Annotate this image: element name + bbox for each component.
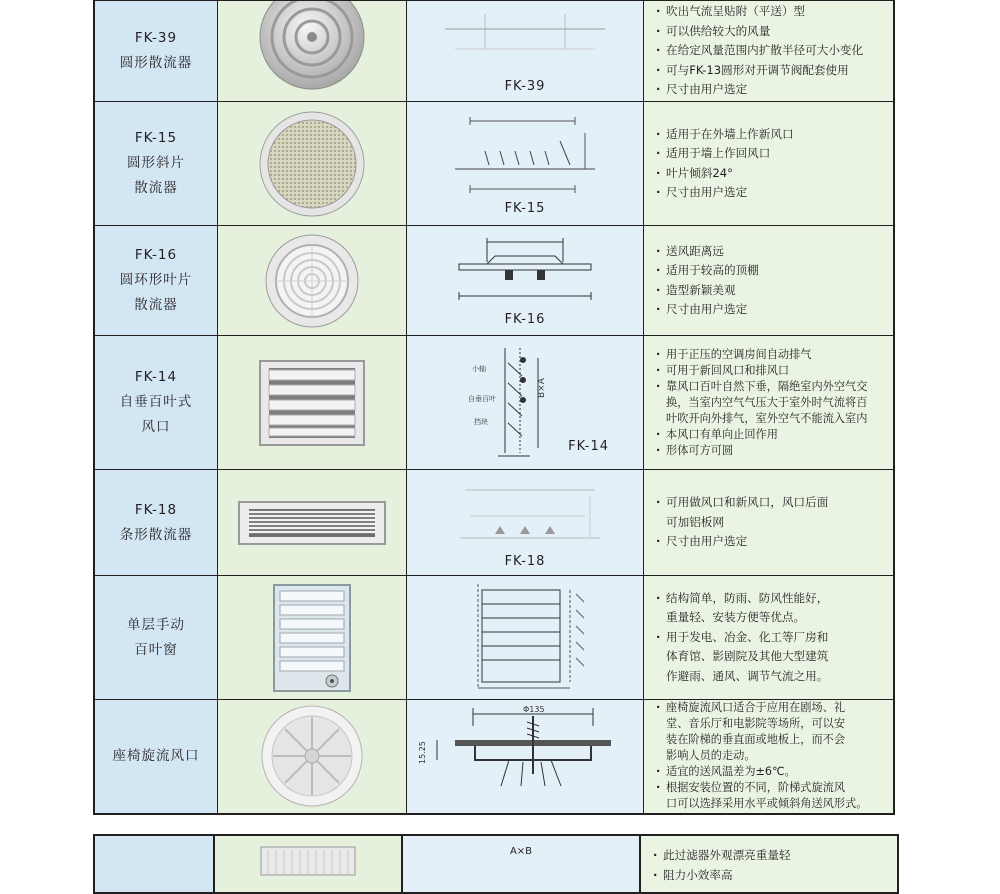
feature-item: · 尺寸由用户选定 bbox=[656, 532, 889, 552]
feature-item: · 尺寸由用户选定 bbox=[656, 80, 889, 100]
feature-item: · 可与FK-13圆形对开调节阀配套使用 bbox=[656, 61, 889, 81]
feature-list bbox=[650, 125, 893, 203]
feature-item bbox=[656, 379, 889, 427]
feature-item: · 可用于新回风口和排风口 bbox=[656, 363, 889, 379]
feature-text-cont: 叶吹开向外排气，室外空气不能流入室内 bbox=[666, 411, 868, 425]
table-row bbox=[94, 1, 894, 102]
feature-item: · 适宜的送风温差为±6℃。 bbox=[656, 764, 889, 780]
feature-text-cont: 重量轻、安装方便等优点。 bbox=[666, 610, 806, 625]
feature-item bbox=[656, 589, 889, 628]
height-note: 15.25 bbox=[418, 741, 427, 765]
feature-text-cont: 可加铝板网 bbox=[666, 514, 724, 529]
product-name: 圆形散流器 bbox=[119, 55, 193, 71]
feature-item: · 适用于在外墙上作新风口 bbox=[656, 125, 889, 145]
product-photo-cell bbox=[218, 700, 407, 814]
feature-text: · 结构简单，防雨、防风性能好， bbox=[666, 590, 829, 605]
product-name: 风口 bbox=[141, 419, 171, 435]
filter-photo bbox=[260, 846, 356, 876]
shutter-drawing bbox=[440, 582, 610, 694]
fk15-drawing bbox=[445, 111, 605, 201]
feature-item bbox=[656, 628, 889, 687]
feature-text: · 用于发电、冶金、化工等厂房和 bbox=[666, 629, 829, 644]
drawing-cell bbox=[407, 470, 644, 576]
diameter-note: Φ135 bbox=[523, 705, 545, 715]
product-name-cell bbox=[94, 1, 218, 102]
feature-item: · 适用于较高的顶棚 bbox=[656, 261, 889, 281]
table-row bbox=[94, 835, 898, 893]
description-cell bbox=[644, 1, 895, 102]
seat-swirl-drawing bbox=[415, 702, 635, 810]
mesh-diffuser-photo bbox=[257, 109, 367, 219]
product-photo-cell bbox=[218, 102, 407, 226]
drawing-cell bbox=[407, 226, 644, 336]
feature-text-cont: 影响人员的走动。 bbox=[666, 749, 756, 763]
description-cell bbox=[644, 700, 895, 814]
product-name: 散流器 bbox=[134, 180, 178, 196]
product-name-cell bbox=[94, 470, 218, 576]
product-name-cell bbox=[94, 102, 218, 226]
blade-note: 自垂百叶 bbox=[468, 394, 496, 403]
product-code: FK-15 bbox=[134, 130, 178, 146]
feature-item: · 本风口有单向止回作用 bbox=[656, 427, 889, 443]
feature-item: · 阻力小效率高 bbox=[653, 866, 893, 886]
drawing-cell bbox=[407, 102, 644, 226]
description-cell bbox=[644, 336, 895, 470]
feature-list bbox=[650, 700, 893, 812]
feature-item: · 造型新颖美观 bbox=[656, 281, 889, 301]
product-name-cell bbox=[94, 835, 214, 893]
feature-item: · 适用于墙上作回风口 bbox=[656, 144, 889, 164]
manual-shutter-photo bbox=[272, 583, 352, 693]
fk18-drawing bbox=[440, 476, 610, 554]
product-name: 圆形斜片 bbox=[127, 155, 185, 171]
product-photo-cell bbox=[218, 1, 407, 102]
description-cell bbox=[644, 226, 895, 336]
table-row bbox=[94, 226, 894, 336]
feature-text-cont: 体育馆、影剧院及其他大型建筑 bbox=[666, 649, 829, 664]
feature-text-cont: 口可以选择采用水平或倾斜角送风形式。 bbox=[666, 797, 868, 811]
product-name: 座椅旋流风口 bbox=[112, 747, 200, 764]
product-name: 条形散流器 bbox=[119, 526, 193, 543]
feature-text-cont: 作避雨、通风、调节气流之用。 bbox=[666, 668, 829, 683]
drawing-label: FK-16 bbox=[504, 312, 546, 327]
product-table bbox=[93, 0, 895, 815]
drawing-label: A×B bbox=[509, 846, 533, 857]
feature-item: · 可以供给较大的风量 bbox=[656, 22, 889, 42]
description-cell bbox=[644, 576, 895, 700]
fk39-drawing bbox=[425, 9, 625, 79]
table-row bbox=[94, 576, 894, 700]
product-photo-cell bbox=[218, 226, 407, 336]
product-name-cell bbox=[94, 700, 218, 814]
product-name: 单层手动 bbox=[127, 616, 185, 633]
product-name-cell bbox=[94, 576, 218, 700]
product-name: 自垂百叶式 bbox=[119, 394, 193, 410]
product-code: FK-39 bbox=[134, 30, 178, 46]
feature-list bbox=[650, 493, 893, 552]
table-row bbox=[94, 102, 894, 226]
feature-item: · 吹出气流呈贴附（平送）型 bbox=[656, 2, 889, 22]
product-name-cell bbox=[94, 226, 218, 336]
feature-text: · 可用做风口和新风口，风口后面 bbox=[666, 495, 829, 510]
drawing-cell bbox=[402, 835, 640, 893]
feature-list bbox=[650, 2, 893, 100]
drawing-cell bbox=[407, 336, 644, 470]
feature-list bbox=[650, 242, 893, 320]
fk16-drawing bbox=[445, 234, 605, 312]
feature-text-cont: 堂、音乐厅和电影院等场所，可以安 bbox=[666, 717, 846, 731]
product-name: 百叶窗 bbox=[134, 641, 178, 658]
drawing-label: FK-18 bbox=[504, 554, 546, 569]
product-code: FK-16 bbox=[134, 247, 178, 263]
drawing-cell bbox=[407, 700, 644, 814]
product-code: FK-18 bbox=[134, 501, 178, 518]
drawing-label: FK-15 bbox=[504, 201, 546, 216]
feature-item: · 叶片倾斜24° bbox=[656, 164, 889, 184]
drawing-cell bbox=[407, 576, 644, 700]
feature-text-cont: 装在阶梯的垂直面或地板上，而不会 bbox=[666, 733, 846, 747]
next-product-table bbox=[93, 834, 899, 894]
product-photo-cell bbox=[214, 835, 402, 893]
feature-item: · 形体可方可圆 bbox=[656, 443, 889, 459]
feature-item: · 此过滤器外观漂亮重量轻 bbox=[653, 846, 893, 866]
product-name: 散流器 bbox=[134, 297, 178, 313]
feature-item bbox=[656, 493, 889, 532]
feature-list bbox=[650, 589, 893, 687]
feature-text: · 座椅旋流风口适合于应用在剧场、礼 bbox=[666, 701, 846, 715]
ring-diffuser-photo bbox=[262, 231, 362, 331]
feature-item bbox=[656, 780, 889, 812]
feature-text: · 靠风口百叶自然下垂，隔绝室内外空气交 bbox=[666, 379, 868, 393]
feature-list bbox=[650, 347, 893, 459]
drawing-cell bbox=[407, 1, 644, 102]
product-code: FK-14 bbox=[134, 369, 178, 385]
dim-note: B×A bbox=[537, 377, 547, 398]
product-name-cell bbox=[94, 336, 218, 470]
table-row bbox=[94, 470, 894, 576]
round-diffuser-photo bbox=[257, 1, 367, 101]
shaft-note: 小轴 bbox=[472, 364, 486, 373]
table-row bbox=[94, 336, 894, 470]
product-photo-cell bbox=[218, 470, 407, 576]
feature-item: · 在给定风量范围内扩散半径可大小变化 bbox=[656, 41, 889, 61]
seat-swirl-vent-photo bbox=[257, 703, 367, 809]
feature-text-cont: 换，当室内空气气压大于室外时气流将百 bbox=[666, 395, 868, 409]
feature-item: · 尺寸由用户选定 bbox=[656, 183, 889, 203]
feature-item: · 尺寸由用户选定 bbox=[656, 300, 889, 320]
feature-item: · 送风距离远 bbox=[656, 242, 889, 262]
description-cell bbox=[640, 835, 898, 893]
louver-vent-photo bbox=[257, 358, 367, 448]
drawing-label: FK-39 bbox=[504, 78, 546, 94]
stop-note: 挡块 bbox=[474, 417, 488, 426]
table-row bbox=[94, 700, 894, 814]
feature-text: · 根据安装位置的不同，阶梯式旋流风 bbox=[666, 781, 846, 795]
linear-diffuser-photo bbox=[237, 500, 387, 546]
description-cell bbox=[644, 102, 895, 226]
product-name: 圆环形叶片 bbox=[119, 272, 193, 288]
drawing-label: FK-14 bbox=[568, 438, 609, 454]
feature-list bbox=[647, 846, 897, 885]
product-photo-cell bbox=[218, 576, 407, 700]
feature-item: · 用于正压的空调房间自动排气 bbox=[656, 347, 889, 363]
product-photo-cell bbox=[218, 336, 407, 470]
description-cell bbox=[644, 470, 895, 576]
feature-item bbox=[656, 700, 889, 764]
